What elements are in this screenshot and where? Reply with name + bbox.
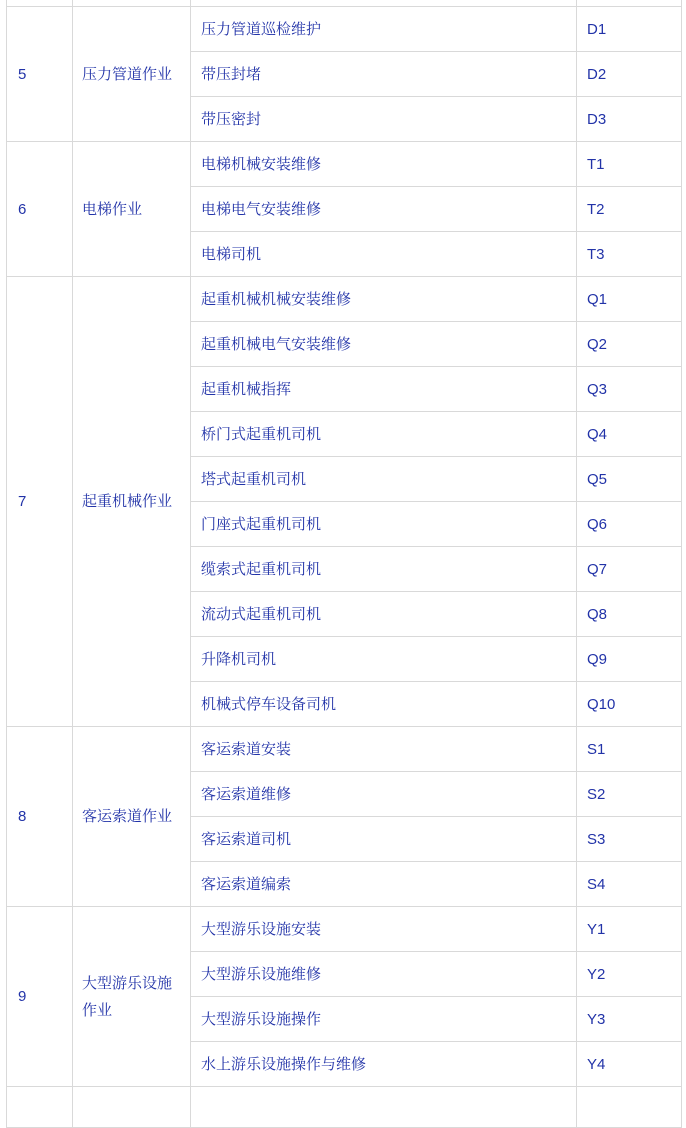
table-container — [6, 0, 681, 1128]
operation-item-cell: 带压密封 — [191, 97, 577, 142]
code-cell: Q7 — [577, 547, 682, 592]
empty-cell — [7, 1087, 73, 1128]
row-number-cell: 7 — [7, 277, 73, 727]
partial-row-bottom — [7, 1087, 682, 1128]
operation-item-cell: 流动式起重机司机 — [191, 592, 577, 637]
code-cell: Y2 — [577, 952, 682, 997]
operation-item-cell: 起重机械机械安装维修 — [191, 277, 577, 322]
operation-item-cell: 起重机械电气安装维修 — [191, 322, 577, 367]
operation-item-cell: 大型游乐设施安装 — [191, 907, 577, 952]
operation-item-cell: 带压封堵 — [191, 52, 577, 97]
code-cell: Y3 — [577, 997, 682, 1042]
code-cell: D2 — [577, 52, 682, 97]
code-cell: D1 — [577, 7, 682, 52]
code-cell: Q6 — [577, 502, 682, 547]
row-number-cell: 5 — [7, 7, 73, 142]
code-cell: Q2 — [577, 322, 682, 367]
code-cell: T1 — [577, 142, 682, 187]
category-cell: 客运索道作业 — [73, 727, 191, 907]
code-cell: Q3 — [577, 367, 682, 412]
code-cell: Q4 — [577, 412, 682, 457]
special-equipment-operations-table — [6, 0, 682, 1128]
operation-item-cell: 客运索道司机 — [191, 817, 577, 862]
code-cell: Q1 — [577, 277, 682, 322]
code-cell: T3 — [577, 232, 682, 277]
operation-item-cell: 压力管道巡检维护 — [191, 7, 577, 52]
operation-item-cell: 起重机械指挥 — [191, 367, 577, 412]
category-cell: 起重机械作业 — [73, 277, 191, 727]
operation-item-cell: 塔式起重机司机 — [191, 457, 577, 502]
table-row — [7, 142, 682, 187]
code-cell: Q9 — [577, 637, 682, 682]
operation-item-cell: 缆索式起重机司机 — [191, 547, 577, 592]
row-number-cell: 6 — [7, 142, 73, 277]
operation-item-cell: 水上游乐设施操作与维修 — [191, 1042, 577, 1087]
code-cell: T2 — [577, 187, 682, 232]
row-number-cell: 9 — [7, 907, 73, 1087]
operation-item-cell: 客运索道编索 — [191, 862, 577, 907]
table-row — [7, 907, 682, 952]
category-cell: 大型游乐设施作业 — [73, 907, 191, 1087]
code-cell: Y4 — [577, 1042, 682, 1087]
row-number-cell: 8 — [7, 727, 73, 907]
code-cell: S3 — [577, 817, 682, 862]
table-row — [7, 7, 682, 52]
operation-item-cell: 大型游乐设施操作 — [191, 997, 577, 1042]
operation-item-cell: 升降机司机 — [191, 637, 577, 682]
table-row — [7, 277, 682, 322]
operation-item-cell: 电梯司机 — [191, 232, 577, 277]
empty-cell — [577, 1087, 682, 1128]
operation-item-cell: 门座式起重机司机 — [191, 502, 577, 547]
code-cell: Q8 — [577, 592, 682, 637]
empty-cell — [191, 1087, 577, 1128]
category-cell: 电梯作业 — [73, 142, 191, 277]
operation-item-cell: 大型游乐设施维修 — [191, 952, 577, 997]
code-cell: S4 — [577, 862, 682, 907]
table-row — [7, 727, 682, 772]
operation-item-cell: 电梯机械安装维修 — [191, 142, 577, 187]
empty-cell — [73, 1087, 191, 1128]
operation-item-cell: 客运索道维修 — [191, 772, 577, 817]
code-cell: Y1 — [577, 907, 682, 952]
code-cell: S2 — [577, 772, 682, 817]
table-body — [7, 0, 682, 1128]
operation-item-cell: 机械式停车设备司机 — [191, 682, 577, 727]
code-cell: Q10 — [577, 682, 682, 727]
code-cell: Q5 — [577, 457, 682, 502]
operation-item-cell: 桥门式起重机司机 — [191, 412, 577, 457]
operation-item-cell: 电梯电气安装维修 — [191, 187, 577, 232]
code-cell: D3 — [577, 97, 682, 142]
category-cell: 压力管道作业 — [73, 7, 191, 142]
code-cell: S1 — [577, 727, 682, 772]
operation-item-cell: 客运索道安装 — [191, 727, 577, 772]
